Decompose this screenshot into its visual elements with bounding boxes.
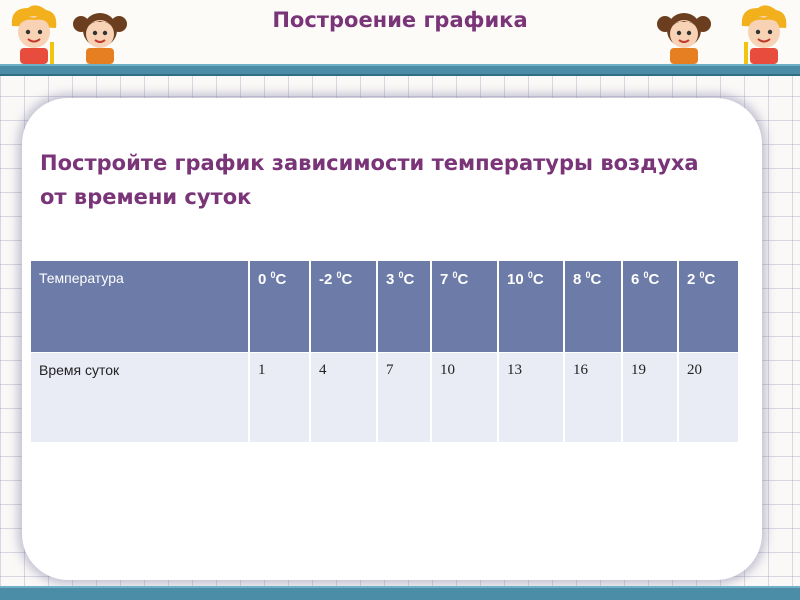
temperature-cell: 3 $^0$С <box>377 261 431 352</box>
data-table <box>31 261 738 442</box>
footer-stripe <box>0 586 800 600</box>
table-row-temperature <box>31 261 738 352</box>
time-cell: 13 <box>498 352 564 442</box>
page-title: Построение графика <box>272 8 528 32</box>
time-cell: 16 <box>564 352 622 442</box>
temperature-cell: 8 $^0$С <box>564 261 622 352</box>
row-label-temperature: Температура <box>31 261 249 352</box>
temperature-cell: 0 $^0$С <box>249 261 310 352</box>
time-cell: 4 <box>310 352 377 442</box>
temperature-cell: 2 $^0$С <box>678 261 738 352</box>
row-label-time: Время суток <box>31 352 249 442</box>
time-cell: 10 <box>431 352 498 442</box>
header-stripe <box>0 64 800 76</box>
time-cell: 1 <box>249 352 310 442</box>
time-cell: 20 <box>678 352 738 442</box>
time-cell: 19 <box>622 352 678 442</box>
temperature-cell: 7 $^0$С <box>431 261 498 352</box>
temperature-cell: 10 $^0$С <box>498 261 564 352</box>
temperature-cell: -2 $^0$С <box>310 261 377 352</box>
table-row-time <box>31 352 738 442</box>
time-cell: 7 <box>377 352 431 442</box>
task-text: Постройте график зависимости температуры воздуха от времени суток <box>40 151 699 209</box>
temperature-cell: 6 $^0$С <box>622 261 678 352</box>
